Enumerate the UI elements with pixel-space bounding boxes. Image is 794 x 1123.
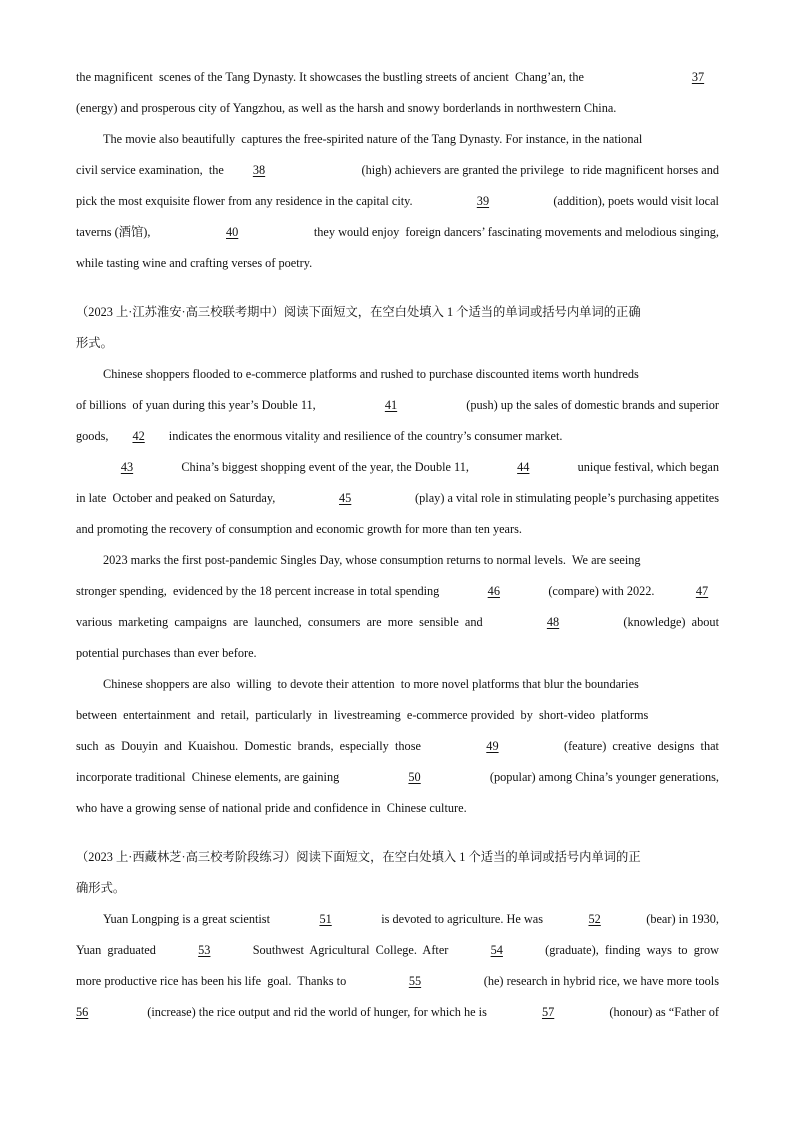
text-line: [76, 186, 719, 217]
passage-text: unique festival, which began: [577, 460, 719, 474]
section-heading: （2023 上·西藏林芝·高三校考阶段练习）阅读下面短文，在空白处填入 1 个适当的单词或括号内单词的正: [76, 850, 641, 864]
blank-40[interactable]: 40: [226, 225, 239, 239]
text-line: [76, 669, 719, 700]
blank-45[interactable]: 45: [339, 491, 352, 505]
passage-text: goods,: [76, 429, 109, 443]
blank-51[interactable]: 51: [319, 912, 332, 926]
passage-text: they would enjoy foreign dancers’ fascinating movements and melodious singing,: [313, 225, 719, 239]
passage-text: taverns (酒馆),: [76, 225, 151, 239]
section-2: [76, 297, 719, 824]
blank-49[interactable]: 49: [486, 739, 499, 753]
passage-text: incorporate traditional Chinese elements, are gaining: [76, 770, 340, 784]
blank-42[interactable]: 42: [132, 429, 145, 443]
passage-text: (feature) creative designs that: [563, 739, 719, 753]
blank-41[interactable]: 41: [384, 398, 398, 412]
blank-48[interactable]: 48: [546, 615, 560, 629]
passage-text: (honour) as “Father of: [609, 1005, 719, 1019]
text-line: [76, 421, 719, 452]
passage-text: such as Douyin and Kuaishou. Domestic brands, especially those: [76, 739, 421, 753]
text-line: [76, 62, 719, 93]
blank-56[interactable]: 56: [76, 1005, 89, 1019]
blank-53[interactable]: 53: [198, 943, 211, 957]
passage-text: (graduate), finding ways to grow: [545, 943, 719, 957]
blank-37[interactable]: 37: [691, 70, 705, 84]
section-heading: （2023 上·江苏淮安·高三校联考期中）阅读下面短文，在空白处填入 1 个适当的单词或括号内单词的正确: [76, 305, 641, 319]
passage-text: between entertainment and retail, particularly in livestreaming e-commerce provided by short-video platforms: [76, 708, 649, 722]
passage-text: who have a growing sense of national pride and confidence in Chinese culture.: [76, 801, 467, 815]
text-line: [76, 997, 719, 1028]
text-line: [76, 155, 719, 186]
text-line: [76, 935, 719, 966]
blank-43[interactable]: 43: [120, 460, 134, 474]
blank-44[interactable]: 44: [517, 460, 530, 474]
text-line: [76, 731, 719, 762]
passage-text: China’s biggest shopping event of the year, the Double 11,: [181, 460, 469, 474]
passage-text: (he) research in hybrid rice, we have more tools: [483, 974, 719, 988]
blank-50[interactable]: 50: [408, 770, 421, 784]
passage-text: indicates the enormous vitality and resilience of the country’s consumer market.: [168, 429, 563, 443]
worksheet-page: [76, 62, 719, 1028]
passage-text: the magnificent scenes of the Tang Dynasty. It showcases the bustling streets of ancient Chang’an, the: [76, 70, 584, 84]
passage-text: The movie also beautifully captures the free-spirited nature of the Tang Dynasty. For instance, in the national: [103, 132, 643, 146]
text-line: [76, 638, 719, 669]
passage-text: (compare) with 2022.: [548, 584, 655, 598]
blank-38[interactable]: 38: [252, 163, 266, 177]
passage-text: Yuan Longping is a great scientist: [103, 912, 270, 926]
passage-text: of billions of yuan during this year’s Double 11,: [76, 398, 316, 412]
passage-text: is devoted to agriculture. He was: [381, 912, 544, 926]
blank-47[interactable]: 47: [695, 584, 709, 598]
passage-text: pick the most exquisite flower from any residence in the capital city.: [76, 194, 413, 208]
blank-39[interactable]: 39: [476, 194, 490, 208]
passage-text: (high) achievers are granted the privilege to ride magnificent horses and: [361, 163, 719, 177]
passage-text: (knowledge) about: [623, 615, 719, 629]
text-line: [76, 217, 719, 248]
text-line: [76, 607, 719, 638]
blank-57[interactable]: 57: [541, 1005, 555, 1019]
passage-text: Southwest Agricultural College. After: [252, 943, 449, 957]
text-line: [76, 514, 719, 545]
passage-text: civil service examination, the: [76, 163, 224, 177]
passage-text: various marketing campaigns are launched, consumers are more sensible and: [76, 615, 483, 629]
passage-text: more productive rice has been his life goal. Thanks to: [76, 974, 347, 988]
blank-55[interactable]: 55: [408, 974, 422, 988]
blank-52[interactable]: 52: [588, 912, 601, 926]
passage-text: Yuan graduated: [76, 943, 156, 957]
section-3: [76, 842, 719, 1028]
text-line: [76, 248, 719, 279]
passage-text: potential purchases than ever before.: [76, 646, 257, 660]
blank-46[interactable]: 46: [487, 584, 500, 598]
text-line: [76, 576, 719, 607]
text-line: [76, 545, 719, 576]
section-heading-cont: 确形式。: [76, 881, 126, 895]
passage-1: [76, 62, 719, 279]
passage-text: stronger spending, evidenced by the 18 percent increase in total spending: [76, 584, 440, 598]
passage-text: (popular) among China’s younger generations,: [489, 770, 719, 784]
passage-text: (play) a vital role in stimulating people’s purchasing appetites: [415, 491, 719, 505]
text-line: [76, 700, 719, 731]
passage-text: while tasting wine and crafting verses of poetry.: [76, 256, 313, 270]
text-line: [76, 390, 719, 421]
passage-text: (increase) the rice output and rid the world of hunger, for which he is: [147, 1005, 487, 1019]
text-line: [76, 359, 719, 390]
section-heading-cont: 形式。: [76, 336, 113, 350]
blank-54[interactable]: 54: [490, 943, 503, 957]
passage-text: in late October and peaked on Saturday,: [76, 491, 276, 505]
passage-text: Chinese shoppers are also willing to devote their attention to more novel platforms that blur the boundaries: [103, 677, 639, 691]
passage-text: (bear) in 1930,: [646, 912, 719, 926]
passage-text: (energy) and prosperous city of Yangzhou, as well as the harsh and snowy borderlands in northwestern China.: [76, 101, 617, 115]
text-line: [76, 124, 719, 155]
passage-text: (push) up the sales of domestic brands and superior: [466, 398, 719, 412]
text-line: [76, 966, 719, 997]
text-line: [76, 452, 719, 483]
passage-text: Chinese shoppers flooded to e-commerce platforms and rushed to purchase discounted items worth hundreds: [103, 367, 639, 381]
text-line: [76, 762, 719, 793]
text-line: [76, 93, 719, 124]
passage-text: and promoting the recovery of consumption and economic growth for more than ten years.: [76, 522, 522, 536]
passage-text: 2023 marks the first post-pandemic Singles Day, whose consumption returns to normal levels. We are seeing: [103, 553, 641, 567]
passage-text: (addition), poets would visit local: [553, 194, 719, 208]
text-line: [76, 904, 719, 935]
text-line: [76, 483, 719, 514]
text-line: [76, 793, 719, 824]
